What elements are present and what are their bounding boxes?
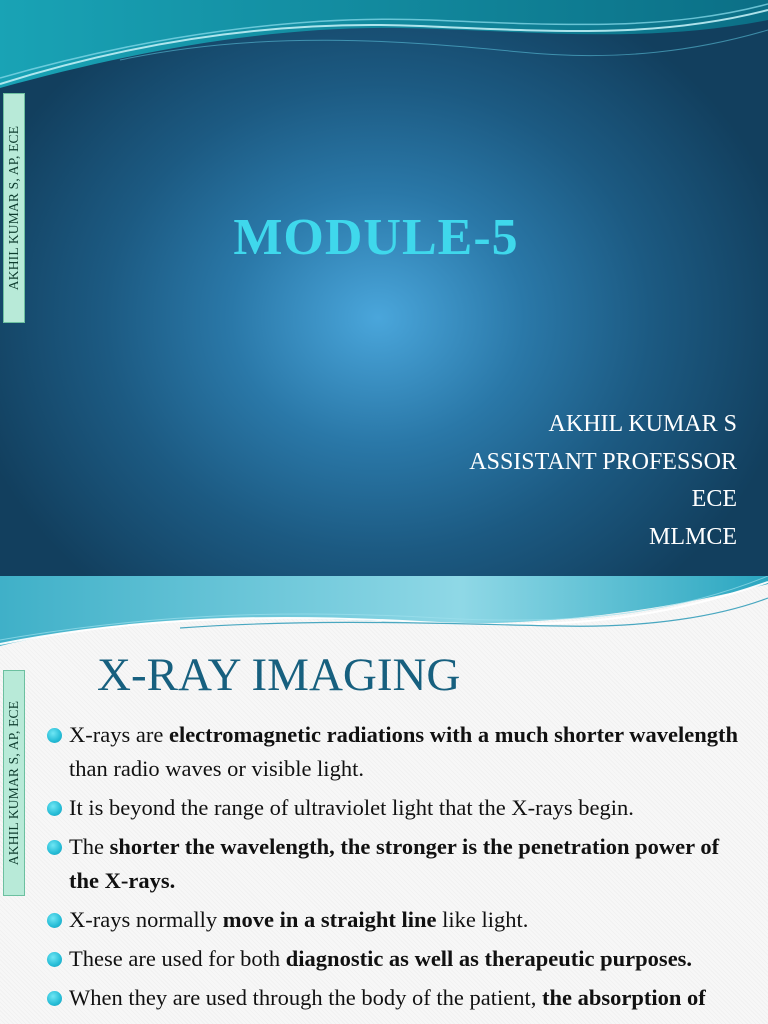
bullet-item: When they are used through the body of the patient, the absorption of [47, 981, 747, 1015]
bullet-item: X-rays normally move in a straight line like light. [47, 903, 747, 937]
wave-decoration [0, 576, 768, 646]
bullet-item: X-rays are electromagnetic radiations with a much shorter wavelength than radio waves or visible light. [47, 718, 747, 786]
author-institution: MLMCE [648, 523, 737, 550]
author-designation: ASSISTANT PROFESSOR [469, 448, 737, 475]
bullet-dot-icon [47, 913, 62, 928]
bullet-item: It is beyond the range of ultraviolet light that the X-rays begin. [47, 791, 747, 825]
bullet-dot-icon [47, 801, 62, 816]
side-author-label [3, 670, 25, 896]
bullet-item: These are used for both diagnostic as well as therapeutic purposes. [47, 942, 747, 976]
bullet-dot-icon [47, 728, 62, 743]
bullet-dot-icon [47, 991, 62, 1006]
wave-decoration [0, 0, 768, 120]
side-author-text: AKHIL KUMAR S, AP, ECE [6, 700, 22, 866]
bullet-item: The shorter the wavelength, the stronger is the penetration power of the X-rays. [47, 830, 747, 898]
bullet-dot-icon [47, 952, 62, 967]
content-slide [0, 576, 768, 1024]
author-block [469, 406, 737, 556]
bullet-dot-icon [47, 840, 62, 855]
slide-title: X-RAY IMAGING [97, 649, 461, 701]
author-name: AKHIL KUMAR S [548, 411, 737, 437]
bullet-list [47, 718, 747, 1020]
slide-title: MODULE-5 [233, 209, 519, 266]
side-author-text: AKHIL KUMAR S, AP, ECE [6, 125, 22, 291]
author-department: ECE [691, 486, 737, 512]
